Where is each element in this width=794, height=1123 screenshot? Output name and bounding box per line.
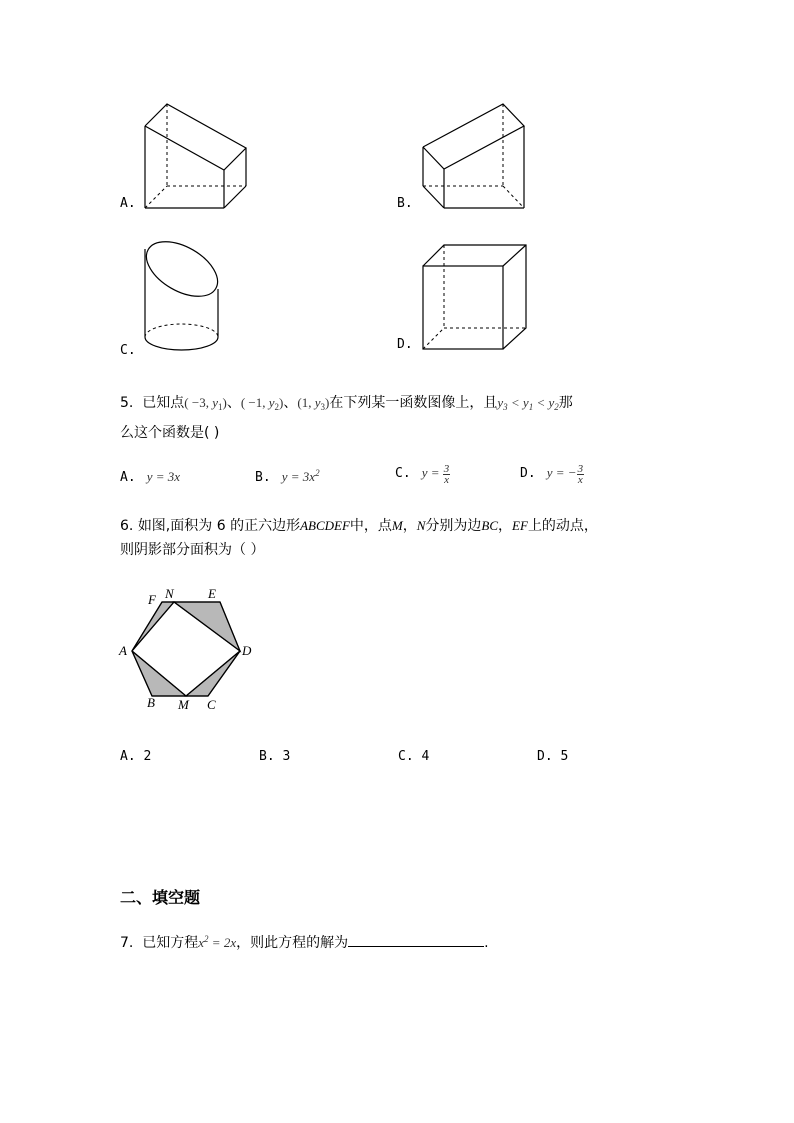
q6-option-b: B. 3 [259, 749, 291, 764]
point-label-n: N [165, 586, 174, 601]
option-b-label: B. [397, 196, 413, 211]
point-2: ( −1, $y_2$) [240, 395, 284, 412]
vertex-label-c: C [207, 697, 216, 712]
q6-option-a: A. 2 [120, 749, 152, 764]
question-number: 6. [120, 518, 134, 534]
question-5-line-2: 么这个函数是( ) [120, 425, 220, 441]
option-a-label: A. [120, 196, 136, 211]
inequality: $y_3 < y_1 < y_2$ [497, 395, 559, 412]
question-number: 7. [120, 935, 134, 951]
option-d-label: D. [397, 337, 413, 352]
q6-option-d: D. 5 [537, 749, 569, 764]
q6-option-c: C. 4 [398, 749, 430, 764]
vertex-label-a: A [119, 643, 127, 658]
vertex-label-f: F [148, 592, 156, 607]
vertex-label-b: B [147, 695, 155, 710]
q5-option-d: D. y = − $\frac{3}{x}$ [520, 462, 584, 486]
question-6-line-1: 6. 如图,面积为 6 的正六边形ABCDEF中，点M，N分别为边BC，EF上的动点， [120, 518, 598, 534]
question-number: 5. [120, 395, 134, 411]
q5-option-a: A. y = 3x [120, 469, 181, 485]
option-c-label: C. [120, 343, 136, 358]
point-1: ( −3, $y_1$) [184, 395, 227, 412]
vertex-label-e: E [208, 586, 216, 601]
question-5-line-1: 5. 已知点( −3, $y_1$)、( −1, $y_2$)、(1, $y_3$)在下列某一函数图像上，且$y_3 < y_1 < y_2$那 [120, 395, 573, 412]
question-6-line-2: 则阴影部分面积为（ ） [120, 542, 265, 558]
point-3: (1, $y_3$) [297, 395, 330, 412]
q5-option-b: B. $y = 3x^2$ [255, 468, 320, 485]
question-7: 7. 已知方程$x^2 = 2x$，则此方程的解为 . [120, 934, 489, 951]
answer-blank[interactable] [348, 932, 484, 947]
vertex-label-d: D [242, 643, 252, 658]
section-heading: 二、填空题 [120, 888, 201, 907]
q5-option-c: C. y = $\frac{3}{x}$ [395, 462, 450, 486]
point-label-m: M [178, 697, 189, 712]
